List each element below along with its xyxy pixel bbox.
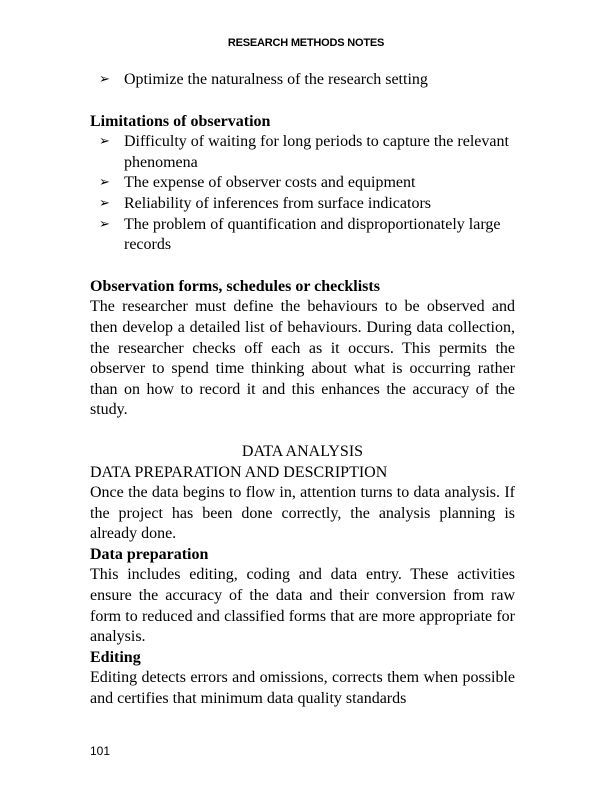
arrow-bullet-icon: ➢	[99, 195, 110, 211]
arrow-bullet-icon: ➢	[99, 216, 110, 232]
preparation-heading: Data preparation	[90, 545, 209, 563]
arrow-bullet-icon: ➢	[99, 175, 110, 191]
list-item-text: The expense of observer costs and equipment	[124, 174, 416, 192]
list-item	[99, 215, 515, 256]
page-number: 101	[90, 744, 111, 758]
limitations-heading: Limitations of observation	[90, 112, 271, 130]
arrow-bullet-icon: ➢	[99, 134, 110, 150]
list-item-text: Reliability of inferences from surface indicators	[124, 194, 431, 212]
forms-heading: Observation forms, schedules or checklists	[90, 277, 380, 295]
analysis-intro-paragraph: Once the data begins to flow in, attention turns to data analysis. If the project has been done correctly, the analysis planning is already done.	[90, 484, 515, 543]
list-item-text: The problem of quantification and disproportionately large records	[124, 215, 501, 254]
list-item	[99, 132, 515, 173]
editing-paragraph: Editing detects errors and omissions, corrects them when possible and certifies that minimum data quality standards	[90, 669, 515, 708]
page-body	[90, 70, 515, 710]
section-title: DATA ANALYSIS	[241, 442, 364, 460]
intro-bullet-text: Optimize the naturalness of the research setting	[124, 71, 428, 88]
section-subtitle: DATA PREPARATION AND DESCRIPTION	[90, 463, 388, 481]
list-item-text: Difficulty of waiting for long periods to capture the relevant phenomena	[124, 133, 509, 171]
editing-heading: Editing	[90, 648, 141, 666]
list-item	[99, 194, 515, 215]
intro-bullet	[99, 70, 515, 91]
preparation-paragraph: This includes editing, coding and data entry. These activities ensure the accuracy of the data and their conversion from raw form to reduced and classified forms that are more appropriate for analysis.	[90, 566, 515, 646]
list-item	[99, 173, 515, 194]
arrow-bullet-icon: ➢	[99, 72, 110, 87]
forms-paragraph: The researcher must define the behaviours to be observed and then develop a detailed list of behaviours. During data collection, the researcher checks off each as it occurs. This permits the observer to spend time thinking about what is occurring rather than on how to record it and this enhances the accuracy of the study.	[90, 298, 515, 419]
running-header: RESEARCH METHODS NOTES	[227, 37, 385, 49]
